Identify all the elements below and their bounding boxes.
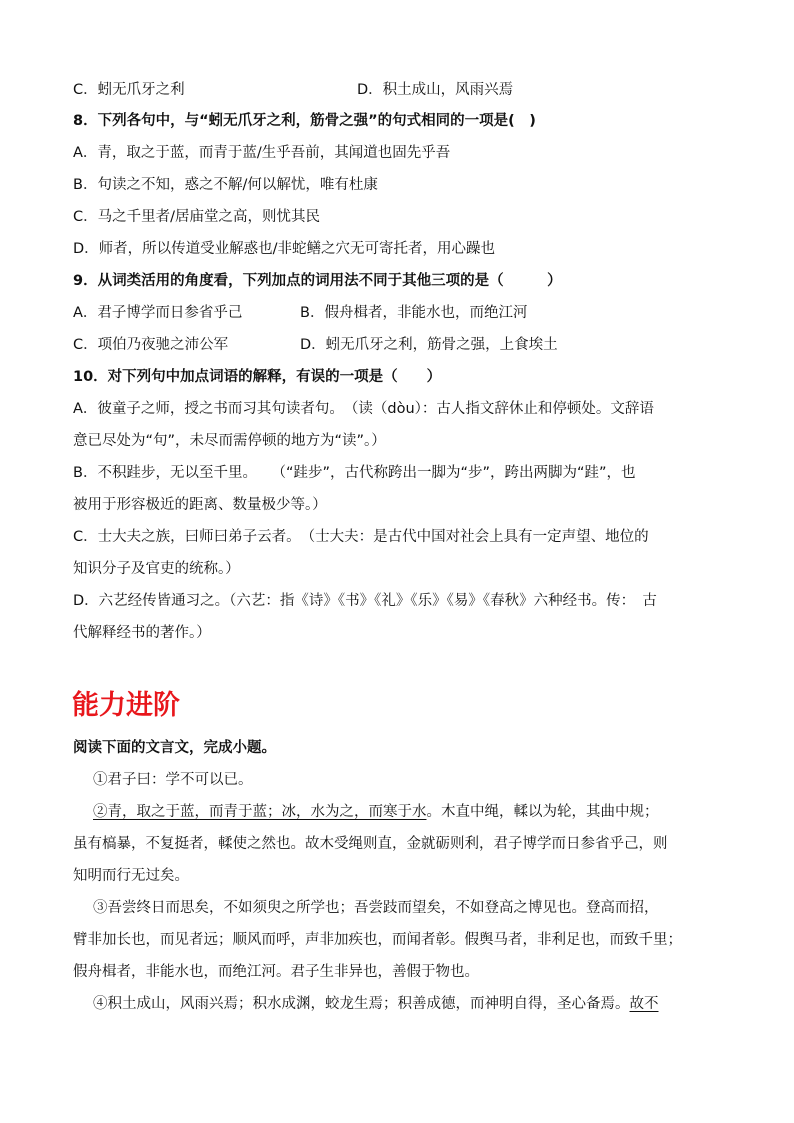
q10-option-c-line2: 知识分子及官吏的统称。）: [73, 561, 240, 577]
passage-paragraph-2-line3: 知明而行无过矣。: [73, 868, 189, 884]
q9-option-b: B．假舟楫者，非能水也，而绝江河: [300, 305, 528, 321]
q8-option-b: B．句读之不知，惑之不解/何以解忧，唯有杜康: [73, 177, 378, 193]
q10-option-d-line2: 代解释经书的著作。）: [73, 625, 211, 641]
q10-option-c-line1: C．士大夫之族，曰师曰弟子云者。 （士大夫：是古代中国对社会上具有一定声望、地位的: [73, 529, 649, 545]
q7-option-c: C．蚓无爪牙之利: [73, 82, 185, 98]
q9-option-a: A．君子博学而日参省乎己: [73, 305, 243, 321]
q10-option-b-line2: 被用于形容极近的距离、数量极少等。）: [73, 497, 327, 513]
underlined-sentence-start: 故不: [629, 996, 659, 1012]
passage-paragraph-1: ①君子曰：学不可以已。: [93, 772, 253, 788]
q9-option-c: C．项伯乃夜驰之沛公军: [73, 337, 229, 353]
q10-option-a-line1: A．彼童子之师，授之书而习其句读者句。 （读（dòu）：古人指文辞休止和停顿处。文辞语: [73, 401, 654, 417]
passage-paragraph-2-line1: [93, 802, 659, 822]
q10-stem: 10．对下列句中加点词语的解释，有误的一项是（ ）: [73, 369, 442, 385]
section-instruction: 阅读下面的文言文，完成小题。: [73, 740, 276, 756]
q8-stem: 8．下列各句中，与“蚓无爪牙之利，筋骨之强”的句式相同的一项是( ): [73, 113, 536, 129]
q9-stem: 9．从词类活用的角度看，下列加点的词用法不同于其他三项的是（ ）: [73, 273, 562, 289]
q9-option-d: D．蚓无爪牙之利，筋骨之强，上食埃土: [300, 337, 558, 353]
passage-paragraph-3-line3: 假舟楫者，非能水也，而绝江河。君子生非异也，善假于物也。: [73, 964, 479, 980]
underlined-sentence: ②青，取之于蓝，而青于蓝；冰，水为之，而寒于水: [93, 804, 427, 820]
q8-option-c: C．马之千里者/居庙堂之高，则忧其民: [73, 209, 321, 225]
section-heading: 能力进阶: [72, 690, 180, 721]
passage-paragraph-4-line1: [93, 994, 659, 1014]
passage-paragraph-3-line1: ③吾尝终日而思矣，不如须臾之所学也；吾尝跂而望矣，不如登高之博见也。登高而招，: [93, 900, 659, 916]
q10-option-d-line1: D．六艺经传皆通习之。（六艺：指《诗》《书》《礼》《乐》《易》《春秋》六种经书。传： 古: [73, 593, 657, 609]
q8-option-a: A．青，取之于蓝，而青于蓝/生乎吾前，其闻道也固先乎吾: [73, 145, 451, 161]
passage-text: 。木直中绳，輮以为轮，其曲中规；: [426, 804, 659, 820]
q10-option-b-line1: B．不积跬步，无以至千里。 （“跬步”，古代称跨出一脚为“步”，跨出两脚为“跬”，也: [73, 465, 636, 481]
q8-option-d: D．师者，所以传道受业解惑也/非蛇鳝之穴无可寄托者，用心躁也: [73, 241, 496, 257]
passage-paragraph-3-line2: 臂非加长也，而见者远；顺风而呼，声非加疾也，而闻者彰。假舆马者，非利足也，而致千里；: [73, 932, 682, 948]
q10-option-a-line2: 意已尽处为“句”，未尽而需停顿的地方为“读”。）: [73, 433, 386, 449]
passage-text: ④积土成山，风雨兴焉；积水成渊，蛟龙生焉；积善成德，而神明自得，圣心备焉。: [93, 996, 630, 1012]
passage-paragraph-2-line2: 虽有槁暴，不复挺者，輮使之然也。故木受绳则直，金就砺则利，君子博学而日参省乎己，则: [73, 836, 668, 852]
q7-option-d: D．积土成山，风雨兴焉: [357, 82, 514, 98]
